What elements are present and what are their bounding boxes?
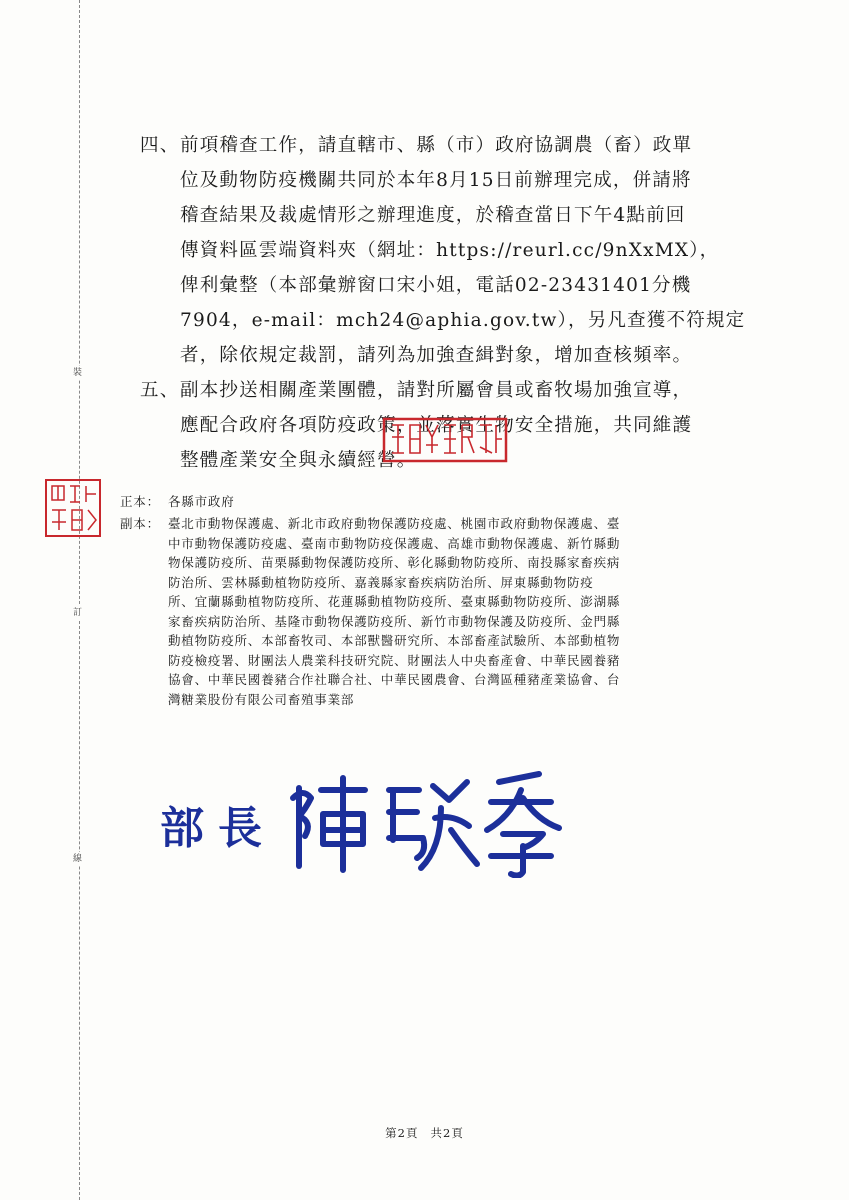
item-line: 整體產業安全與永續經營。 — [180, 450, 417, 471]
main-recipient-label: 正本： — [120, 494, 160, 509]
item-number: 五、 — [140, 380, 180, 401]
copy-recipient-line: 動植物防疫所、本部畜牧司、本部獸醫研究所、本部畜產試驗所、本部動植物 — [168, 633, 621, 648]
copy-recipient-line: 臺北市動物保護處、新北市政府動物保護防疫處、桃園市政府動物保護處、臺 — [168, 516, 621, 531]
binding-line — [79, 0, 80, 1200]
signature-title: 部長 — [160, 803, 276, 854]
handwritten-signature — [285, 768, 565, 878]
copy-recipient-line: 所、宜蘭縣動植物防疫所、花蓮縣動植物防疫所、臺東縣動物防疫所、澎湖縣 — [168, 594, 621, 609]
copy-recipient-line: 灣糖業股份有限公司畜殖事業部 — [168, 691, 355, 707]
page-total: 共2頁 — [430, 1126, 464, 1140]
item-line: 應配合政府各項防疫政策，並落實生物安全措施，共同維護 — [180, 415, 693, 436]
item-number: 四、 — [140, 135, 180, 156]
page-footer — [0, 1125, 849, 1141]
copy-recipient-line: 物保護防疫所、苗栗縣動物保護防疫所、彰化縣動物防疫所、南投縣家畜疾病 — [168, 555, 621, 570]
copy-recipient-line: 防治所、雲林縣動植物防疫所、嘉義縣家畜疾病防治所、屏東縣動物防疫 — [168, 574, 594, 590]
item-four — [140, 128, 760, 373]
item-line: 位及動物防疫機關共同於本年8月15日前辦理完成，併請將 — [180, 170, 692, 191]
main-recipient-value: 各縣市政府 — [168, 494, 235, 509]
item-line: 稽查結果及裁處情形之辦理進度，於稽查當日下午4點前回 — [180, 205, 686, 226]
copy-recipient-line: 中市動物保護防疫處、臺南市動物防疫保護處、高雄市動物保護處、新竹縣動 — [168, 535, 621, 551]
copy-recipient-label: 副本： — [120, 516, 160, 531]
distribution-copy — [120, 514, 740, 709]
side-seal-stamp — [44, 478, 102, 538]
item-line: 副本抄送相關產業團體，請對所屬會員或畜牧場加強宣導， — [180, 380, 693, 401]
item-line: 者，除依規定裁罰，請列為加強查緝對象，增加查核頻率。 — [180, 345, 693, 366]
copy-recipient-line: 防疫檢疫署、財團法人農業科技研究院、財團法人中央畜產會、中華民國養豬 — [168, 652, 621, 668]
copy-recipient-line: 協會、中華民國養豬合作社聯合社、中華民國農會、台灣區種豬產業協會、台 — [168, 672, 621, 687]
item-line: 前項稽查工作，請直轄市、縣（市）政府協調農（畜）政單 — [180, 135, 693, 156]
binding-mark-top: 裝 — [73, 368, 83, 378]
copy-recipient-line: 家畜疾病防治所、基隆市動物保護防疫所、新竹市動物保護及防疫所、金門縣 — [168, 613, 621, 629]
item-line: 7904，e-mail：mch24@aphia.gov.tw），另凡查獲不符規定 — [180, 310, 746, 331]
item-line: 俾利彙整（本部彙辦窗口宋小姐，電話02-23431401分機 — [180, 275, 692, 296]
binding-mark-mid: 訂 — [73, 608, 83, 618]
binding-mark-bottom: 線 — [73, 854, 83, 864]
item-line: 傳資料區雲端資料夾（網址：https://reurl.cc/9nXxMX）， — [180, 240, 720, 261]
agency-seal-stamp — [382, 417, 508, 463]
page-number: 第2頁 — [385, 1126, 419, 1140]
distribution-main — [120, 492, 740, 512]
